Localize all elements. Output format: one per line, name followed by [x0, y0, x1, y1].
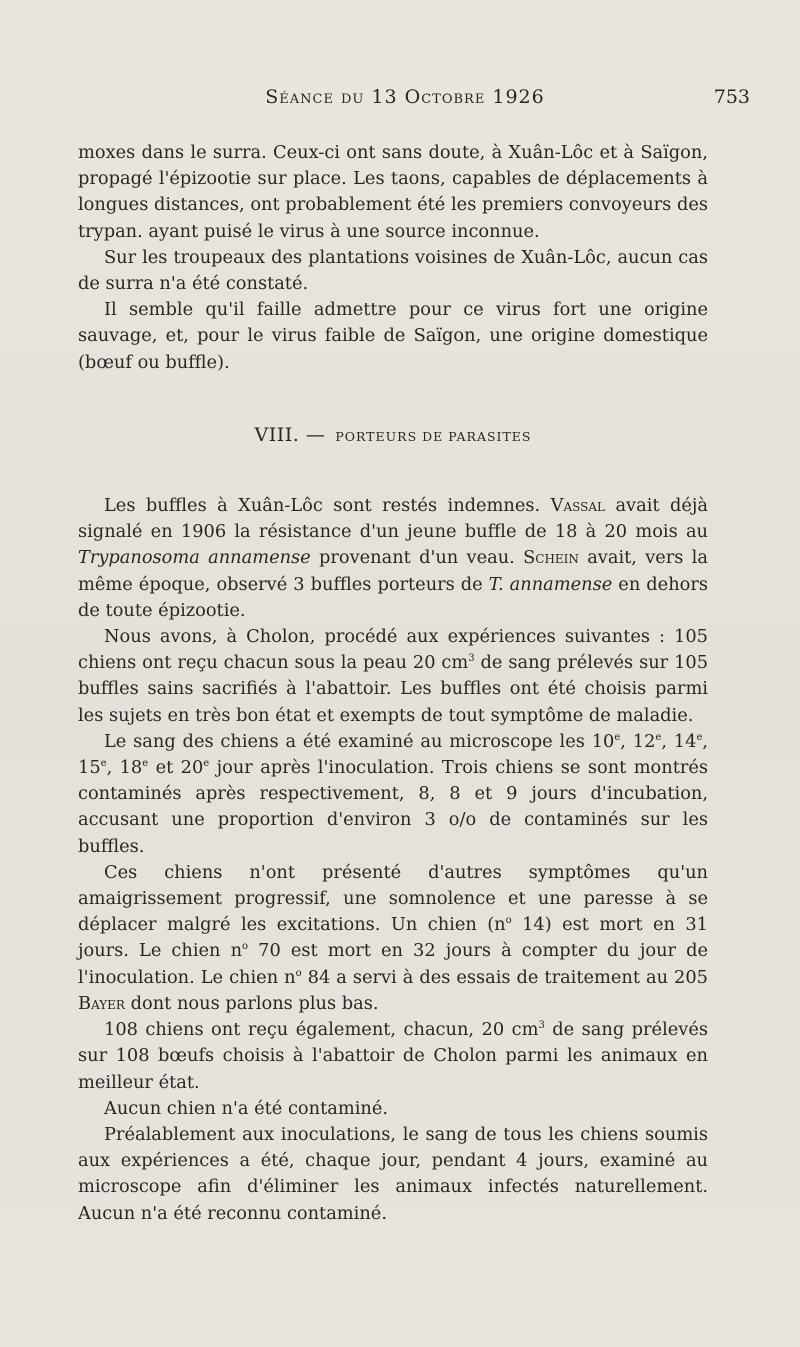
paragraph-8: [78, 1017, 708, 1096]
superscript: 3: [468, 653, 475, 665]
paragraph-3: Il semble qu'il faille admettre pour ce virus fort une origine sauvage, et, pour le virus faible de Saïgon, une origine domestique (bœuf ou buffle).: [78, 299, 708, 373]
paragraph-4: [78, 493, 708, 624]
paragraph-1: moxes dans le surra. Ceux-ci ont sans doute, à Xuân-Lôc et à Saïgon, propagé l'épizootie sur place. Les taons, capables de déplacements à longues distances, ont probablement été les premiers convoyeurs des trypan. ayant puisé le virus à une source inconnue.: [78, 142, 708, 242]
p7-text-e: dont nous parlons plus bas.: [130, 992, 379, 1014]
section-number: VIII. —: [254, 423, 326, 446]
author-name-schein: Schein: [523, 547, 579, 569]
superscript: e: [100, 758, 107, 770]
p7-text-d: 84 a servi à des essais de traitement au 205: [307, 966, 708, 988]
p6-text-a: Le sang des chiens a été examiné au microscope les 10: [104, 730, 615, 752]
p6-text-c: , 14: [661, 730, 697, 752]
author-name-bayer: Bayer: [78, 992, 125, 1014]
p7-text-c: 70 est mort en 32 jours à compter du jour de l'inoculation. Le chien n: [78, 940, 708, 988]
author-name-vassal: Vassal: [550, 495, 605, 517]
species-name-abbrev: T. annamense: [488, 573, 613, 595]
p6-text-f: et 20: [155, 757, 204, 779]
p6-text-g: jour après l'inoculation. Trois chiens se sont montrés contaminés après respectivement, 8, 8 et 9 jours d'incubation, accusant une proportion d'environ 3 o/o de contaminés sur les buffles.: [78, 757, 709, 857]
p7-text-b: 14) est mort en 31 jours. Le chien n: [78, 914, 709, 962]
paragraph-10: Préalablement aux inoculations, le sang de tous les chiens soumis aux expériences a été, chaque jour, pendant 4 jours, examiné au microscope afin d'éliminer les animaux infectés naturellement. Aucun n'a été reconnu contaminé.: [78, 1123, 708, 1224]
superscript: e: [614, 731, 621, 743]
superscript: e: [655, 731, 662, 743]
superscript: e: [142, 758, 149, 770]
p6-text-e: , 18: [106, 757, 143, 779]
header-title: Séance du 13 Octobre 1926: [265, 86, 545, 108]
paragraph-2: Sur les troupeaux des plantations voisines de Xuân-Lôc, aucun cas de surra n'a été constaté.: [78, 246, 708, 295]
running-header: [60, 86, 750, 116]
paragraph-9: Aucun chien n'a été contaminé.: [104, 1097, 389, 1119]
species-name: Trypanosoma annamense: [78, 547, 311, 569]
p8-text-b: de sang prélevés sur 108 bœufs choisis à l'abattoir de Cholon parmi les animaux en meilleur état.: [78, 1019, 708, 1093]
p5-text-b: de sang prélevés sur 105 buffles sains sacrifiés à l'abattoir. Les buffles ont été choisis parmi les sujets en très bon état et exempts de tout symptôme de maladie.: [78, 652, 709, 726]
p8-text-a: 108 chiens ont reçu également, chacun, 20 cm: [104, 1019, 539, 1041]
section-heading: [78, 422, 708, 450]
p4-text-c: provenant d'un veau.: [319, 547, 515, 569]
superscript: 3: [538, 1020, 545, 1032]
p4-text-b: avait déjà signalé en 1906 la résistance d'un jeune buffle de 18 à 20 mois au: [78, 495, 708, 543]
p6-text-d: , 15: [78, 730, 709, 779]
paragraph-5: [78, 624, 708, 729]
superscript: e: [203, 758, 210, 770]
paragraph-6: [78, 729, 708, 860]
page-number: 753: [713, 86, 750, 108]
superscript: o: [242, 941, 249, 953]
p4-text-e: en dehors de toute épizootie.: [78, 573, 708, 621]
superscript: o: [505, 915, 512, 927]
superscript: e: [696, 731, 703, 743]
superscript: o: [295, 967, 302, 979]
body-text: [78, 140, 708, 1227]
p5-text-a: Nous avons, à Cholon, procédé aux expériences suivantes : 105 chiens ont reçu chacun sous la peau 20 cm: [78, 626, 708, 674]
p4-text-a: Les buffles à Xuân-Lôc sont restés indemnes.: [104, 495, 541, 517]
paragraph-7: [78, 860, 708, 1017]
p4-text-d: avait, vers la même époque, observé 3 buffles porteurs de: [78, 547, 708, 595]
p7-text-a: Ces chiens n'ont présenté d'autres symptômes qu'un amaigrissement progressif, une somnolence et une paresse à se déplacer malgré les excitations. Un chien (n: [78, 861, 708, 936]
section-title: PORTEURS DE PARASITES: [335, 428, 532, 444]
p6-text-b: , 12: [620, 730, 656, 752]
